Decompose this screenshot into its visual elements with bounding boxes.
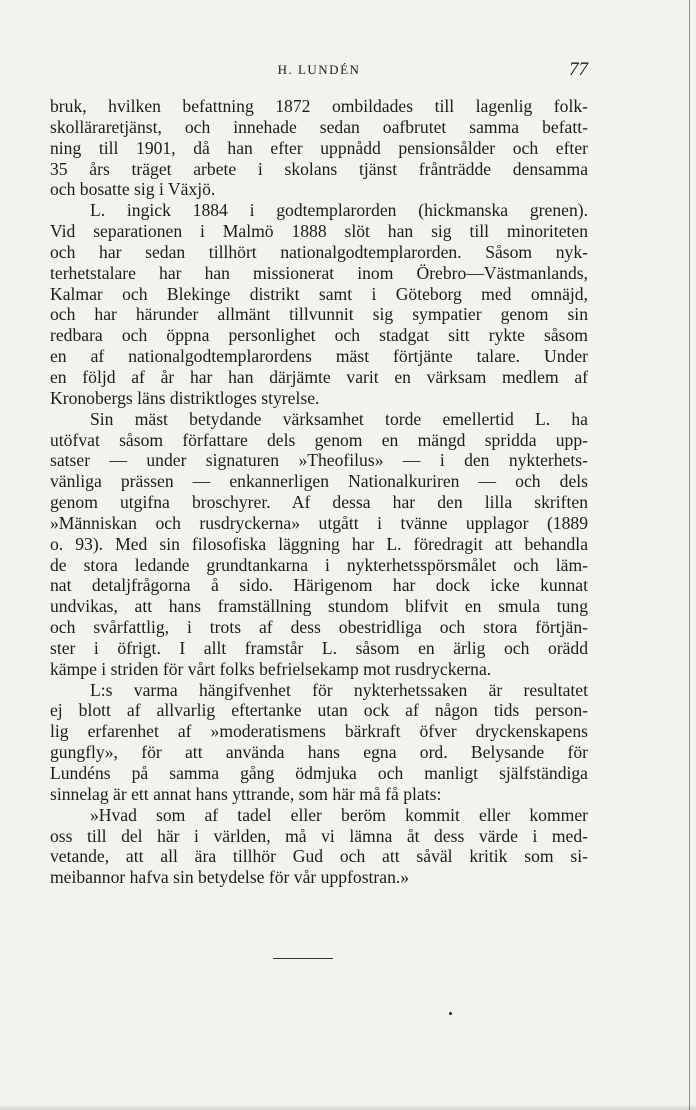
text-line: undvikas, att hans framställning stundom blifvit en smula tung: [50, 596, 588, 617]
text-line: lig erfarenhet af »moderatismens bärkraft öfver dryckenskapens: [50, 721, 588, 742]
text-line: Lundéns på samma gång ödmjuka och manligt själfständiga: [50, 763, 588, 783]
paragraph: [50, 200, 588, 408]
page-speck: [449, 1012, 452, 1015]
text-line: oss till del här i världen, må vi lämna åt dess värde i med-: [50, 825, 588, 846]
text-line: Kronobergs läns distriktloges styrelse.: [50, 387, 320, 408]
paragraph: [50, 409, 588, 680]
text-line: »Hvad som af tadel eller beröm kommit eller kommer: [90, 804, 588, 825]
running-head: [50, 59, 588, 84]
text-line: meibannor hafva sin betydelse för vår uppfostran.»: [50, 867, 410, 888]
paragraph: [50, 96, 588, 200]
text-line: 35 års träget arbete i skolans tjänst frånträdde densamma: [50, 158, 588, 179]
text-line: ster i öfrigt. I allt framstår L. såsom en ärlig och orädd: [50, 637, 588, 658]
end-rule: [273, 958, 333, 959]
text-line: sinnelag är ett annat hans yttrande, som här må få plats:: [50, 783, 442, 804]
text-line: Kalmar och Blekinge distrikt samt i Göteborg med omnäjd,: [50, 283, 588, 304]
text-line: kämpe i striden för vårt folks befrielsekamp mot rusdryckerna.: [50, 658, 492, 679]
text-line: och har sedan tillhört nationalgodtemplarorden. Såsom nyk-: [50, 241, 588, 262]
text-line: vänliga prässen — enkannerligen Nationalkuriren — och dels: [50, 471, 588, 492]
page-edge-line: [689, 0, 690, 1110]
body-text: [50, 96, 588, 888]
paragraph: [50, 680, 588, 805]
text-line: »Människan och rusdryckerna» utgått i tvänne upplagor (1889: [50, 512, 588, 533]
text-line: en af nationalgodtemplarordens mäst förtjänte talare. Under: [50, 346, 588, 367]
text-line: vetande, att all ära tillhör Gud och att såväl kritik som si-: [50, 846, 588, 867]
page-number: 77: [569, 59, 588, 80]
text-line: och svårfattlig, i trots af dess obestridliga och stora förtjän-: [50, 617, 588, 638]
text-line: de stora ledande grundtankarna i nykterhetsspörsmålet och läm-: [50, 554, 588, 575]
text-line: Sin mäst betydande värksamhet torde emellertid L. ha: [90, 408, 588, 429]
text-line: terhetstalare har han missionerat inom Örebro—Västmanlands,: [50, 262, 588, 283]
text-line: ning till 1901, då han efter uppnådd pensionsålder och efter: [50, 137, 588, 158]
text-line: satser — under signaturen »Theofilus» — i den nykterhets-: [50, 450, 588, 471]
text-line: genom utgifna broschyrer. Af dessa har den lilla skriften: [50, 492, 588, 513]
text-line: o. 93). Med sin filosofiska läggning har L. föredragit att behandla: [50, 533, 588, 554]
text-line: och har härunder allmänt tillvunnit sig sympatier genom sin: [50, 304, 588, 325]
text-line: nat detaljfrågorna å sido. Härigenom har dock icke kunnat: [50, 575, 588, 596]
text-line: ej blott af allvarlig eftertanke utan ock af någon tids person-: [50, 700, 588, 721]
text-line: och bosatte sig i Växjö.: [50, 179, 216, 200]
text-line: utöfvat såsom författare dels genom en mängd spridda upp-: [50, 429, 588, 450]
text-line: skolläraretjänst, och innehade sedan oafbrutet samma befatt-: [50, 116, 588, 137]
text-line: en följd af år har han därjämte varit en värksam medlem af: [50, 366, 588, 387]
text-line: bruk, hvilken befattning 1872 ombildades till lagenlig folk-: [50, 96, 588, 116]
paragraph: [50, 805, 588, 888]
text-line: Vid separationen i Malmö 1888 slöt han sig till minoriteten: [50, 221, 588, 242]
text-line: L:s varma hängifvenhet för nykterhetssaken är resultatet: [90, 679, 588, 700]
text-line: L. ingick 1884 i godtemplarorden (hickmanska grenen).: [90, 200, 588, 221]
bottom-shadow: [0, 1104, 696, 1110]
text-line: redbara och öppna personlighet och stadgat sitt rykte såsom: [50, 325, 588, 346]
text-line: gungfly», för att använda hans egna ord. Belysande för: [50, 742, 588, 763]
running-title: H. LUNDÉN: [277, 62, 361, 77]
